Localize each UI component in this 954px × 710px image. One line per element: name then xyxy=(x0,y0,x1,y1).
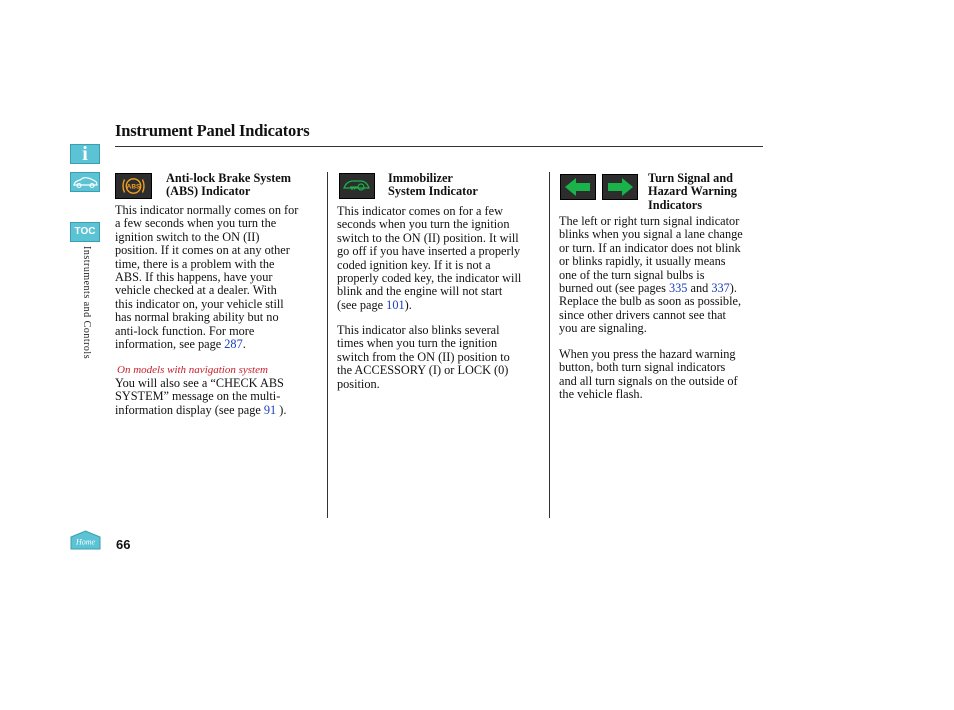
page-title: Instrument Panel Indicators xyxy=(115,121,310,140)
home-icon xyxy=(70,530,101,550)
column-divider xyxy=(549,172,550,518)
home-button[interactable] xyxy=(70,530,101,550)
abs-icon-label: ABS xyxy=(126,183,141,191)
section-label: Instruments and Controls xyxy=(81,246,92,360)
immobilizer-description: This indicator comes on for a few seconds when you turn the ignition switch to the ON (II) position. It will go off if you have inserted a properly coded ignition key. If it is not a properly coded key, the indicator will blink and the engine will not start (see page 101). xyxy=(337,204,522,312)
info-nav-button[interactable] xyxy=(70,144,100,164)
navigation-model-note: On models with navigation system xyxy=(117,364,268,376)
right-turn-indicator-icon-box xyxy=(602,174,638,200)
car-nav-button[interactable] xyxy=(70,172,100,192)
left-turn-indicator-icon-box xyxy=(560,174,596,200)
page-link-101[interactable]: 101 xyxy=(386,297,405,312)
home-label: Home xyxy=(75,537,96,547)
turn-signal-heading: Turn Signal and Hazard Warning Indicators xyxy=(648,171,737,212)
info-icon: i xyxy=(82,143,88,165)
abs-navigation-description: You will also see a “CHECK ABS SYSTEM” message on the multi- information display (see page 91 ). xyxy=(115,376,287,417)
page-link-335[interactable]: 335 xyxy=(668,281,688,296)
page-link-337[interactable]: 337 xyxy=(711,281,730,296)
immobilizer-key-icon xyxy=(340,174,374,198)
abs-description: This indicator normally comes on for a few seconds when you turn the ignition switch to the ON (II) position. If it comes on at any other time, there is a problem with the ABS. If this happens, have your vehicle checked at a dealer. With this indicator on, your vehicle still has normal braking ability but no anti-lock function. For more information, see page 287. xyxy=(115,203,299,352)
abs-heading: Anti-lock Brake System (ABS) Indicator xyxy=(166,171,292,199)
abs-indicator-icon-box xyxy=(115,173,152,199)
toc-button[interactable]: TOC xyxy=(70,222,100,242)
column-divider xyxy=(327,172,328,518)
turn-signal-description: The left or right turn signal indicator blinks when you signal a lane change or turn. If an indicator does not blink or blinks rapidly, it usually means one of the turn signal bulbs is burned out (see pages 335 and 337). Replace the bulb as soon as possible, since other drivers cannot see that you are signaling. xyxy=(559,214,743,336)
immobilizer-blink-description: This indicator also blinks several times when you turn the ignition switch from the ON (II) position to the ACCESSORY (I) or LOCK (0) position. xyxy=(337,323,510,391)
hazard-warning-description: When you press the hazard warning button, both turn signal indicators and all turn signals on the outside of the vehicle flash. xyxy=(559,347,738,402)
page-link-91[interactable]: 91 xyxy=(263,402,277,417)
title-divider xyxy=(115,146,763,147)
abs-warning-icon xyxy=(116,174,151,198)
immobilizer-indicator-icon-box xyxy=(339,173,375,199)
right-arrow-icon xyxy=(603,175,637,199)
left-arrow-icon xyxy=(561,175,595,199)
immobilizer-heading: Immobilizer System Indicator xyxy=(388,171,478,199)
car-icon xyxy=(71,173,99,191)
page-number: 66 xyxy=(116,537,131,552)
page-link-287[interactable]: 287 xyxy=(224,337,243,352)
